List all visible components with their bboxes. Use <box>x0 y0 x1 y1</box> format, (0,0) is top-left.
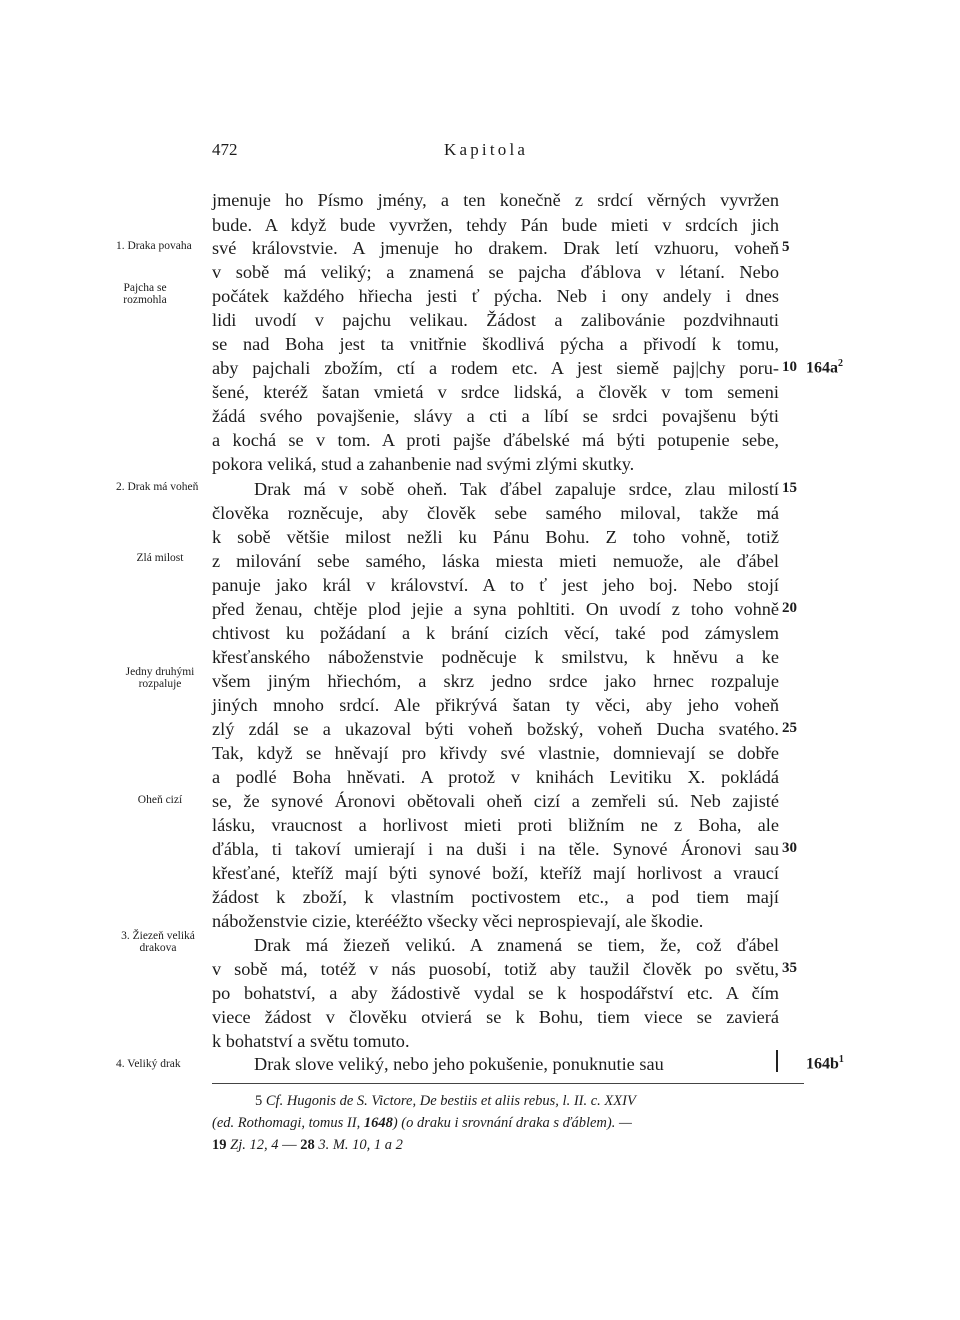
running-head: Kapitola <box>444 140 529 159</box>
text-line: šené, kteréž šatan vmietá v srdce lidská, a člověk v tom semeni <box>212 382 779 402</box>
text-line: v sobě má veliký; a znamená se pajcha ďáblova v létaní. Nebo <box>212 262 779 282</box>
line-number: 35 <box>782 960 797 976</box>
footnote-citation: Zj. 12, 4 <box>230 1137 279 1153</box>
footnote-year: 1648 <box>363 1115 393 1131</box>
folio-label: 164a <box>806 359 838 377</box>
line-number: 25 <box>782 720 797 736</box>
text-line: jmenuje ho Písmo jmény, a ten konečně z srdcí věrných vyvržen <box>212 190 779 210</box>
text-line: se nad Boha jest ta vnitřnie škodlivá pýcha a přivodí k tomu, <box>212 334 779 354</box>
line-number: 30 <box>782 840 797 856</box>
line-number: 10 <box>782 359 797 375</box>
line-number: 5 <box>782 239 790 255</box>
footnote <box>212 1112 779 1134</box>
folio-sup: 1 <box>838 1054 844 1065</box>
text-line: křesťanského náboženstvie podněcuje k smilstvu, k hněvu a ke <box>212 647 779 667</box>
text-line: se, že synové Áronovi obětovali oheň cizí a zemřeli sú. Neb zajisté <box>212 791 779 811</box>
text-line: pokora veliká, stud a zahanbenie nad svými zlými skutky. <box>212 454 635 474</box>
folio-mark <box>806 1054 844 1073</box>
line-break-mark <box>776 1050 778 1072</box>
footnote-rule <box>212 1083 804 1084</box>
margin-note: 4. Veliký drak <box>116 1058 181 1070</box>
text-line: lidi uvodí v pajchu velikau. Žádost a zalibovánie pozdvihnauti <box>212 310 779 330</box>
folio-sup: 2 <box>838 358 843 369</box>
margin-note: Jedny druhými rozpaluje <box>125 666 195 690</box>
text-line: a kochá se v tom. A proti pajše ďábelské má býti potupenie sebe, <box>212 430 779 450</box>
text-line: Tak, když se hněvají pro křivdy své vlastnie, domnievají se dobře <box>212 743 779 763</box>
text-line: člověka rozněcuje, aby člověk sebe samého miloval, takže má <box>212 503 779 523</box>
margin-note: Pajcha se rozmohla <box>123 282 167 306</box>
margin-note: Zlá milost <box>136 552 184 564</box>
text-line: žádá svého povajšenie, slávy a cti a líbí se srdci povajšenu býti <box>212 406 779 426</box>
text-line: své královstvie. A jmenuje ho drakem. Drak letí vzhuoru, voheň <box>212 238 779 258</box>
text-line: ďábla, ti takoví umierají i na duši i na těle. Synové Áronovi sau <box>212 839 779 859</box>
footnote <box>212 1134 779 1156</box>
text-line: k bohatství a světu tomuto. <box>212 1031 410 1051</box>
text-line: zlý zdál se a ukazoval býti voheň božský, voheň Ducha svatého. <box>212 719 779 739</box>
text-line: a podlé Boha hněvati. A protož v knihách Levitiku X. pokládá <box>212 767 779 787</box>
text-line: Drak má žiezeň velikú. A znamená se tiem, že, což ďábel <box>254 935 779 955</box>
text-line: křesťané, kteříž mají býti synové boží, kteříž mají horlivost a vraucí <box>212 863 779 883</box>
footnote-line-ref: 28 <box>300 1137 315 1153</box>
text-line: Drak má v sobě oheň. Tak ďábel zapaluje srdce, zlau milostí <box>254 479 779 499</box>
footnote-citation: (ed. Rothomagi, tomus II, <box>212 1115 364 1131</box>
footnote-citation: Cf. Hugonis de S. Victore, De bestiis et aliis rebus, l. II. c. XXIV <box>265 1093 636 1109</box>
footnote-dash: — <box>282 1137 297 1153</box>
text-line: chtivost ku požádaní a k brání cizích věcí, také pod zámyslem <box>212 623 779 643</box>
line-number: 15 <box>782 480 797 496</box>
text-line: v sobě má, totéž v nás puosobí, totiž aby taužil člověk po světu, <box>212 959 779 979</box>
text-line: aby pajchali zbožím, ctí a rodem etc. A jest siemě paj|chy poru- <box>212 358 779 378</box>
folio-label: 164b <box>806 1055 839 1073</box>
folio-mark <box>806 358 843 377</box>
margin-note: 2. Drak má voheň <box>116 481 199 493</box>
text-line: panuje jako král v království. A to ť jest jeho boj. Nebo stojí <box>212 575 779 595</box>
line-number: 20 <box>782 600 797 616</box>
text-line: žádost k zboží, k vlastním poctivostem etc., a pod tiem mají <box>212 887 779 907</box>
footnote-citation: ) (o draku i srovnání draka s ďáblem). — <box>392 1115 632 1131</box>
text-line: jiných mnoho srdcí. Ale přikrývá šatan ty věci, aby jeho voheň <box>212 695 779 715</box>
page-number: 472 <box>212 140 238 159</box>
text-line: před ženau, chtěje plod jejie a syna pohltiti. On uvodí z toho vohně <box>212 599 779 619</box>
text-line: z milování sebe samého, láska miesta mieti nemuože, ale ďábel <box>212 551 779 571</box>
text-line: všem jiným hřiechóm, a skrz jedno srdce jako hrnec rozpaluje <box>212 671 779 691</box>
text-line: k sobě většie milost nežli ku Pánu Bohu. Z toho vohně, totiž <box>212 527 779 547</box>
footnote-line-ref: 19 <box>212 1137 227 1153</box>
footnote-number: 5 <box>255 1093 263 1109</box>
margin-note: 3. Žiezeň veliká drakova <box>121 930 195 954</box>
text-line: viece žádost v člověku otvierá se k Bohu, tiem viece se zavierá <box>212 1007 779 1027</box>
margin-note: 1. Draka povaha <box>116 240 192 252</box>
footnote <box>255 1090 775 1112</box>
text-line: lásku, vraucnost a horlivost mieti proti bližním ne z Boha, ale <box>212 815 779 835</box>
text-line: bude. A když bude vyvržen, tehdy Pán bude mieti v srdcích jich <box>212 215 779 235</box>
footnote-citation: 3. M. 10, 1 a 2 <box>318 1137 403 1153</box>
text-line: počátek každého hřiecha jesti ť pýcha. Neb i ony andely i dnes <box>212 286 779 306</box>
text-line: náboženstvie cizie, kterééžto všecky věci neprospievají, ale škodie. <box>212 911 704 931</box>
text-line: Drak slove veliký, nebo jeho pokušenie, ponuknutie sau <box>254 1054 664 1074</box>
text-line: po bohatství, a aby žádostivě vydal se k hospodářství etc. A čím <box>212 983 779 1003</box>
margin-note: Oheň cizí <box>137 794 183 806</box>
